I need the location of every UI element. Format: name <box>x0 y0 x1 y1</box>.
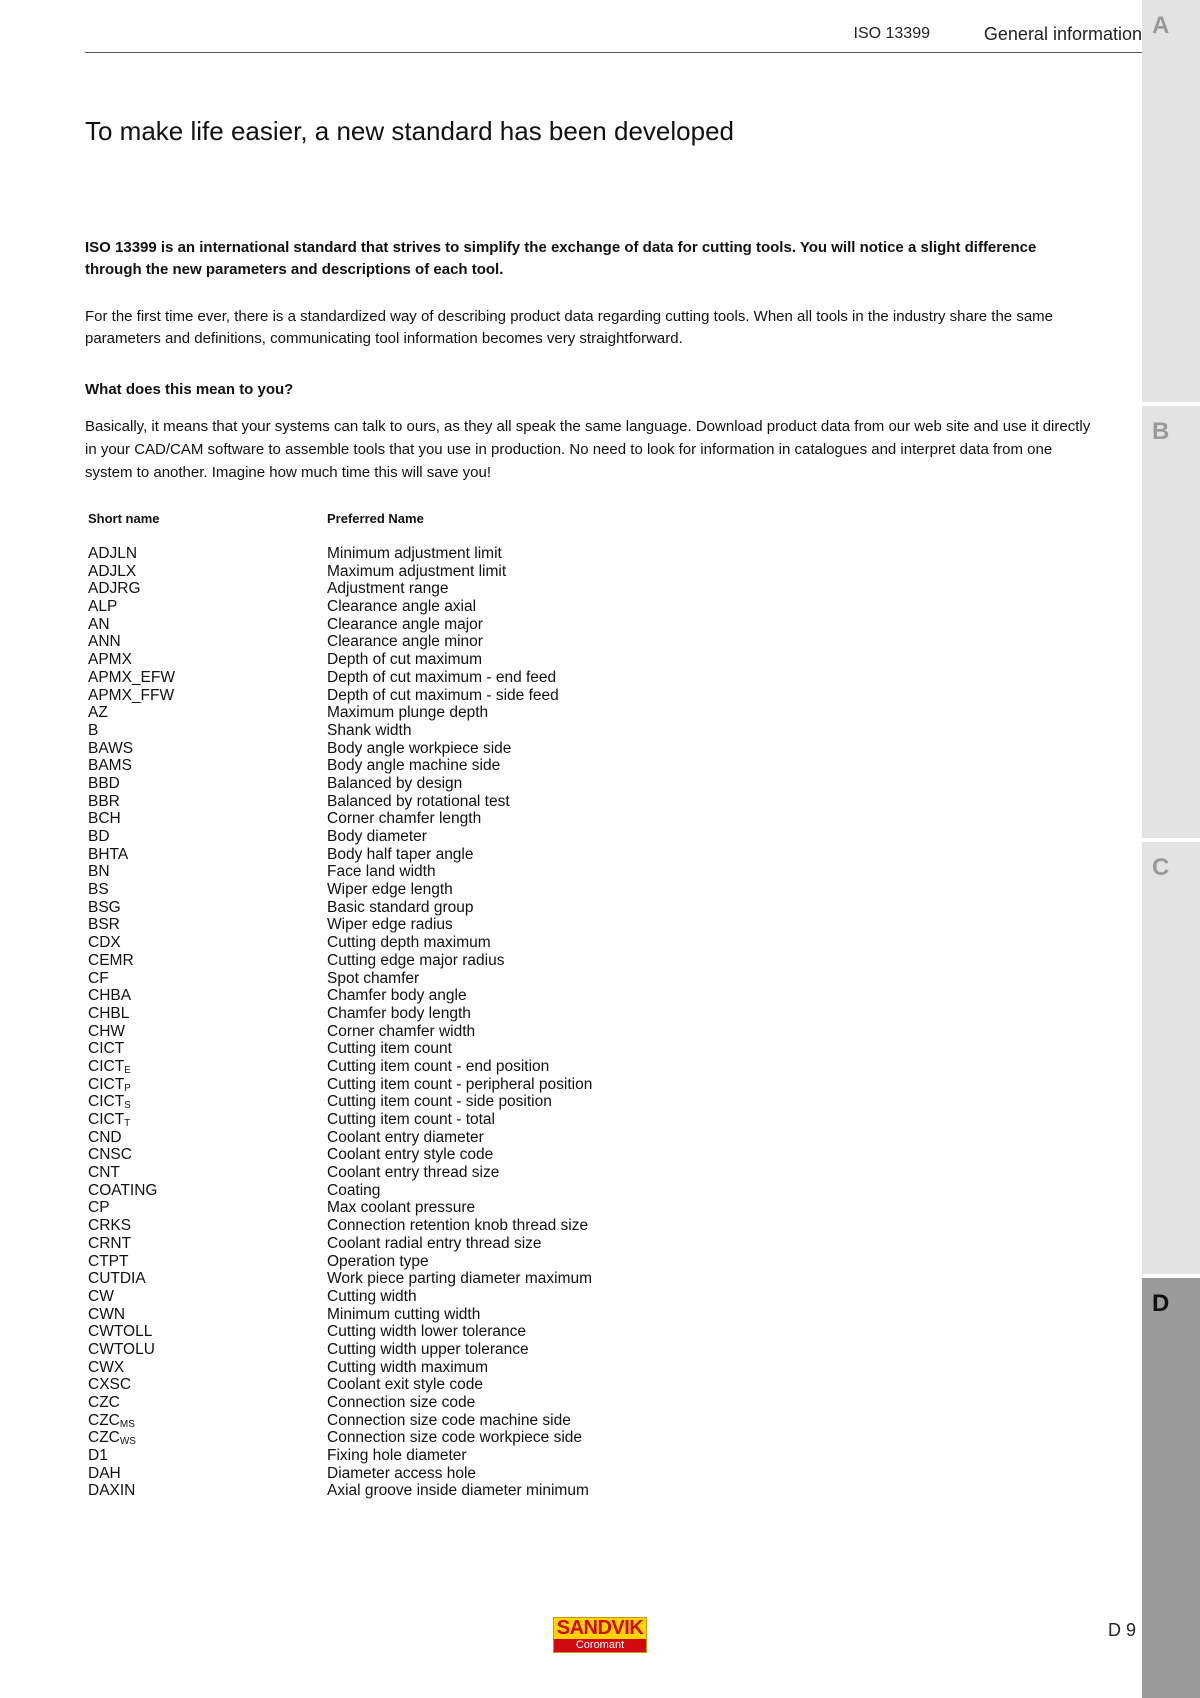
short-name-text: CDX <box>88 934 121 952</box>
short-name-text: CW <box>88 1287 114 1305</box>
preferred-name-cell: Balanced by design <box>327 774 463 792</box>
column-header-preferred-name: Preferred Name <box>327 511 424 526</box>
short-name-text: ANN <box>88 633 121 651</box>
preferred-name-cell: Balanced by rotational test <box>327 792 510 810</box>
short-name-text: CZC <box>88 1411 120 1429</box>
short-name-text: ADJLN <box>88 545 138 562</box>
short-name-text: CP <box>88 1199 110 1217</box>
preferred-name-cell: Wiper edge length <box>327 881 453 899</box>
short-name-cell <box>88 687 174 705</box>
short-name-subscript: S <box>124 1100 131 1112</box>
preferred-name-cell: Coolant entry thread size <box>327 1164 500 1182</box>
preferred-name-cell: Connection retention knob thread size <box>327 1217 589 1235</box>
short-name-cell <box>88 1359 124 1377</box>
short-name-cell <box>88 1253 128 1271</box>
short-name-cell <box>88 1323 152 1341</box>
preferred-name-cell: Adjustment range <box>327 580 449 598</box>
short-name-text: BAMS <box>88 757 132 775</box>
preferred-name-cell: Connection size code machine side <box>327 1411 571 1429</box>
header-standard: ISO 13399 <box>853 25 930 42</box>
sandvik-coromant-logo <box>553 1617 647 1653</box>
short-name-text: APMX <box>88 651 132 669</box>
preferred-name-cell: Cutting item count - total <box>327 1111 495 1128</box>
short-name-text: CWTOLU <box>88 1340 155 1358</box>
short-name-cell <box>88 1146 132 1164</box>
short-name-text: BD <box>88 828 110 845</box>
short-name-cell <box>88 1447 108 1465</box>
tab-c-label: C <box>1152 854 1170 881</box>
short-name-text: CICT <box>88 1075 125 1093</box>
preferred-name-cell: Depth of cut maximum <box>327 651 483 669</box>
short-name-cell <box>88 1182 157 1200</box>
short-name-cell <box>88 722 98 740</box>
preferred-name-cell: Cutting item count - peripheral position <box>327 1075 593 1093</box>
preferred-name-cell: Shank width <box>327 721 412 739</box>
preferred-name-cell: Maximum adjustment limit <box>327 562 507 580</box>
preferred-name-cell: Diameter access hole <box>327 1464 477 1482</box>
preferred-name-cell: Connection size code <box>327 1394 476 1411</box>
short-name-cell <box>88 1217 131 1235</box>
short-name-text: CHW <box>88 1022 126 1040</box>
short-name-text: CNSC <box>88 1146 132 1164</box>
short-name-cell <box>88 1482 135 1500</box>
short-name-cell <box>88 1199 110 1217</box>
short-name-text: AN <box>88 615 110 633</box>
short-name-cell <box>88 651 132 669</box>
short-name-text: CHBA <box>88 987 132 1005</box>
short-name-cell <box>88 563 136 581</box>
short-name-cell <box>88 580 141 598</box>
preferred-name-cell: Wiper edge radius <box>327 916 453 934</box>
tab-a[interactable] <box>1142 0 1200 402</box>
short-name-text: BBD <box>88 774 120 792</box>
intro-paragraph: ISO 13399 is an international standard that strives to simplify the exchange of data for cutting tools. You will notice a slight difference through the new parameters and descriptions of each tool. <box>85 239 1037 278</box>
short-name-cell <box>88 1341 155 1359</box>
preferred-name-cell: Corner chamfer length <box>327 810 482 828</box>
subheading: What does this mean to you? <box>85 381 294 398</box>
tab-c[interactable] <box>1142 842 1200 1274</box>
short-name-text: CNT <box>88 1164 120 1182</box>
body-paragraph-1: For the first time ever, there is a standardized way of describing product data regarding cutting tools. When all tools in the industry share the same parameters and definitions, communicating tool information becomes very straightforward. <box>85 308 1053 347</box>
preferred-name-cell: Maximum plunge depth <box>327 704 489 722</box>
preferred-name-cell: Coating <box>327 1181 381 1199</box>
short-name-text: BBR <box>88 792 120 810</box>
short-name-cell <box>88 1394 120 1412</box>
short-name-cell <box>88 1129 122 1147</box>
preferred-name-cell: Connection size code workpiece side <box>327 1429 583 1447</box>
short-name-cell <box>88 740 133 758</box>
short-name-cell <box>88 616 110 634</box>
preferred-name-cell: Max coolant pressure <box>327 1199 476 1217</box>
short-name-text: CHBL <box>88 1004 130 1022</box>
short-name-cell <box>88 987 131 1005</box>
short-name-cell <box>88 828 110 846</box>
short-name-cell <box>88 1288 114 1306</box>
short-name-cell <box>88 881 109 899</box>
short-name-cell <box>88 846 128 864</box>
page-title: To make life easier, a new standard has been developed <box>85 116 734 146</box>
short-name-cell <box>88 810 121 828</box>
preferred-name-cell: Clearance angle minor <box>327 633 483 651</box>
short-name-cell <box>88 899 121 917</box>
short-name-text: APMX_FFW <box>88 686 175 704</box>
tab-b[interactable] <box>1142 406 1200 838</box>
short-name-cell <box>88 1465 121 1483</box>
body-paragraph-2: Basically, it means that your systems can talk to ours, as they all speak the same language. Download product data from our web site and use it directly in your CAD/CAM software to assemble tools that you use in production. No need to look for information in catalogues and interpret data from one system to another. Imagine how much time this will save you! <box>85 418 1091 481</box>
preferred-name-cell: Basic standard group <box>327 898 474 916</box>
short-name-cell <box>88 970 109 988</box>
short-name-cell <box>88 545 137 563</box>
preferred-name-cell: Cutting item count - end position <box>327 1057 550 1075</box>
short-name-cell <box>88 598 117 616</box>
short-name-text: ALP <box>88 598 118 616</box>
tab-a-label: A <box>1152 12 1170 39</box>
short-name-text: CRNT <box>88 1234 132 1252</box>
short-name-text: CTPT <box>88 1252 129 1270</box>
short-name-text: CICT <box>88 1093 125 1111</box>
tab-d[interactable] <box>1142 1278 1200 1698</box>
short-name-subscript: P <box>124 1082 131 1094</box>
short-name-cell <box>88 775 120 793</box>
preferred-name-cell: Axial groove inside diameter minimum <box>327 1482 589 1500</box>
preferred-name-cell: Minimum adjustment limit <box>327 545 502 562</box>
preferred-name-cell: Body angle machine side <box>327 757 501 775</box>
preferred-name-cell: Cutting width lower tolerance <box>327 1323 527 1341</box>
short-name-text: CUTDIA <box>88 1270 146 1288</box>
preferred-name-cell: Coolant entry diameter <box>327 1128 484 1146</box>
short-name-text: BAWS <box>88 739 134 757</box>
preferred-name-cell: Cutting width maximum <box>327 1358 489 1376</box>
short-name-cell <box>88 1270 146 1288</box>
page-header <box>85 18 1142 53</box>
short-name-text: BCH <box>88 810 121 828</box>
preferred-name-cell: Cutting width upper tolerance <box>327 1340 529 1358</box>
short-name-text: CEMR <box>88 951 134 969</box>
preferred-name-cell: Cutting edge major radius <box>327 951 505 969</box>
short-name-text: CF <box>88 969 109 987</box>
short-name-text: B <box>88 721 99 739</box>
preferred-name-cell: Chamfer body length <box>327 1004 471 1022</box>
preferred-name-cell: Cutting item count <box>327 1040 452 1058</box>
short-name-text: ADJRG <box>88 580 141 598</box>
short-name-cell <box>88 1306 125 1324</box>
preferred-name-cell: Spot chamfer <box>327 969 420 987</box>
short-name-text: CICT <box>88 1040 125 1058</box>
preferred-name-cell: Depth of cut maximum - side feed <box>327 686 559 704</box>
short-name-cell <box>88 1235 131 1253</box>
preferred-name-cell: Clearance angle major <box>327 615 483 633</box>
preferred-name-cell: Minimum cutting width <box>327 1305 481 1323</box>
preferred-name-cell: Cutting width <box>327 1287 417 1305</box>
short-name-text: ADJLX <box>88 562 137 580</box>
short-name-cell <box>88 1376 131 1394</box>
short-name-text: CRKS <box>88 1217 132 1235</box>
preferred-name-cell: Coolant exit style code <box>327 1376 483 1394</box>
short-name-text: BSG <box>88 898 121 916</box>
short-name-text: BN <box>88 863 110 881</box>
short-name-text: CWX <box>88 1358 125 1376</box>
short-name-cell <box>88 1164 120 1182</box>
short-name-text: COATING <box>88 1181 158 1199</box>
short-name-cell <box>88 757 132 775</box>
short-name-cell <box>88 952 134 970</box>
logo-brand: SANDVIK <box>554 1618 646 1639</box>
short-name-text: CZC <box>88 1394 120 1411</box>
short-name-cell <box>88 793 120 811</box>
column-header-short-name: Short name <box>88 511 160 526</box>
short-name-text: CICT <box>88 1111 125 1128</box>
short-name-cell <box>88 633 121 651</box>
short-name-subscript: T <box>124 1118 131 1129</box>
short-name-text: CWN <box>88 1305 126 1323</box>
logo-sub: Coromant <box>554 1639 646 1652</box>
short-name-text: APMX_EFW <box>88 668 175 686</box>
preferred-name-cell: Corner chamfer width <box>327 1022 476 1040</box>
short-name-cell <box>88 863 110 881</box>
short-name-cell <box>88 669 175 687</box>
short-name-cell <box>88 934 121 952</box>
short-name-text: BSR <box>88 916 120 934</box>
short-name-text: AZ <box>88 704 108 722</box>
preferred-name-cell: Coolant entry style code <box>327 1146 494 1164</box>
preferred-name-cell: Body half taper angle <box>327 845 474 863</box>
preferred-name-cell: Depth of cut maximum - end feed <box>327 668 557 686</box>
short-name-cell <box>88 1005 129 1023</box>
preferred-name-cell: Body angle workpiece side <box>327 739 512 757</box>
preferred-name-cell: Cutting item count - side position <box>327 1093 552 1111</box>
short-name-text: CICT <box>88 1057 125 1075</box>
short-name-cell <box>88 916 120 934</box>
preferred-name-cell: Face land width <box>327 863 436 881</box>
short-name-subscript: MS <box>119 1418 135 1430</box>
preferred-name-cell: Cutting depth maximum <box>327 934 491 952</box>
short-name-subscript: E <box>124 1064 131 1076</box>
short-name-text: CXSC <box>88 1376 132 1394</box>
header-section: General information <box>983 24 1142 44</box>
short-name-subscript: WS <box>119 1436 136 1448</box>
short-name-cell <box>88 1023 125 1041</box>
preferred-name-cell: Fixing hole diameter <box>327 1447 467 1465</box>
preferred-name-cell: Clearance angle axial <box>327 598 477 616</box>
short-name-text: CWTOLL <box>88 1323 153 1341</box>
section-tabs <box>1142 0 1200 1698</box>
preferred-name-cell: Chamfer body angle <box>327 987 467 1005</box>
tab-d-label: D <box>1152 1290 1170 1317</box>
short-name-text: CZC <box>88 1429 120 1447</box>
preferred-name-cell: Body diameter <box>327 828 427 845</box>
page-number: D 9 <box>1108 1620 1137 1640</box>
tab-b-label: B <box>1152 418 1170 445</box>
short-name-text: D1 <box>88 1447 108 1465</box>
short-name-text: DAH <box>88 1464 121 1482</box>
preferred-name-cell: Work piece parting diameter maximum <box>327 1270 593 1288</box>
short-name-cell <box>88 704 108 722</box>
preferred-name-cell: Operation type <box>327 1252 429 1270</box>
short-name-text: DAXIN <box>88 1482 136 1500</box>
short-name-text: BS <box>88 881 109 899</box>
short-name-text: BHTA <box>88 845 129 863</box>
short-name-text: CND <box>88 1128 122 1146</box>
preferred-name-cell: Coolant radial entry thread size <box>327 1234 542 1252</box>
short-name-cell <box>88 1040 124 1058</box>
